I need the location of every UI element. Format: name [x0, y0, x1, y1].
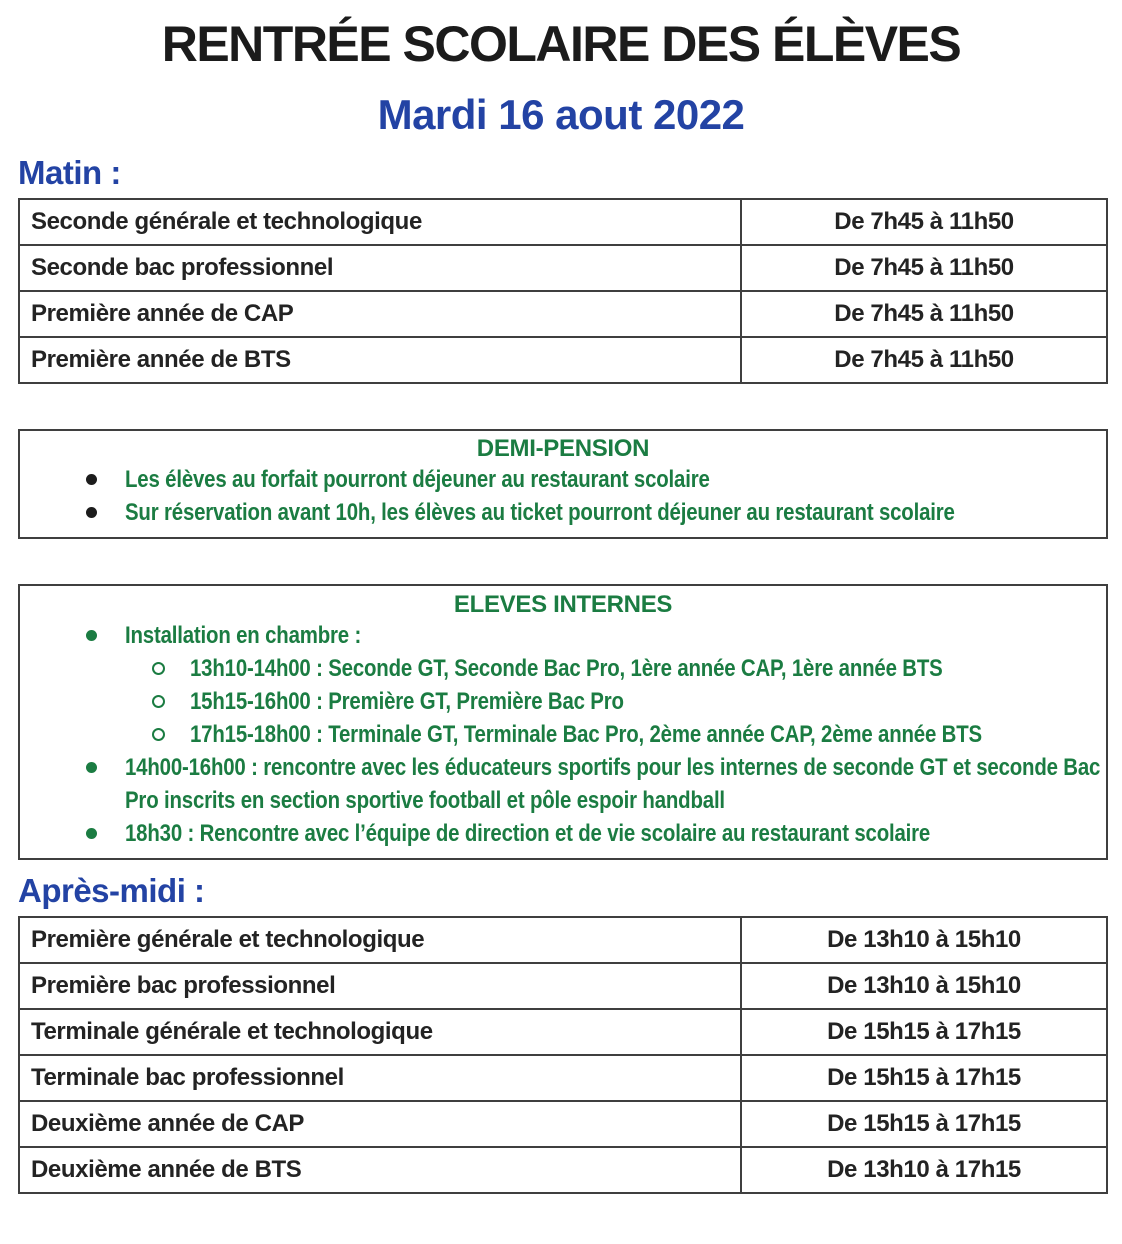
time-value: De 15h15 à 17h15	[741, 1101, 1107, 1147]
time-value: De 7h45 à 11h50	[741, 245, 1107, 291]
class-label: Terminale bac professionnel	[19, 1055, 741, 1101]
table-row	[19, 1101, 1107, 1147]
morning-table	[18, 198, 1108, 384]
table-row	[19, 963, 1107, 1009]
list-subitem	[20, 652, 1106, 685]
table-row	[19, 1055, 1107, 1101]
time-value: De 7h45 à 11h50	[741, 199, 1107, 245]
time-value: De 13h10 à 17h15	[741, 1147, 1107, 1193]
class-label: Première générale et technologique	[19, 917, 741, 963]
bullet-text: Sur réservation avant 10h, les élèves au ticket pourront déjeuner au restaurant scolaire	[125, 499, 955, 526]
list-item	[20, 496, 1106, 529]
eleves-internes-box	[18, 584, 1108, 860]
class-label: Deuxième année de CAP	[19, 1101, 741, 1147]
bullet-text: 15h15-16h00 : Première GT, Première Bac Pro	[190, 688, 624, 715]
time-value: De 15h15 à 17h15	[741, 1055, 1107, 1101]
time-value: De 7h45 à 11h50	[741, 291, 1107, 337]
afternoon-heading: Après-midi :	[18, 872, 205, 909]
bullet-text: 18h30 : Rencontre avec l’équipe de direction et de vie scolaire au restaurant scolaire	[125, 820, 931, 847]
bullet-text: 14h00-16h00 : rencontre avec les éducateurs sportifs pour les internes de seconde GT et seconde Bac Pro inscrits en section sportive football et pôle espoir handball	[125, 754, 1101, 814]
document-page	[0, 14, 1122, 1244]
list-subitem	[20, 718, 1106, 751]
list-item	[20, 817, 1106, 850]
filled-dot-icon	[86, 762, 97, 773]
class-label: Seconde bac professionnel	[19, 245, 741, 291]
class-label: Première année de BTS	[19, 337, 741, 383]
afternoon-table	[18, 916, 1108, 1194]
class-label: Seconde générale et technologique	[19, 199, 741, 245]
table-row	[19, 917, 1107, 963]
filled-dot-icon	[86, 507, 97, 518]
bullet-text: Installation en chambre :	[125, 622, 362, 649]
open-circle-icon	[152, 662, 165, 675]
bullet-text: Les élèves au forfait pourront déjeuner au restaurant scolaire	[125, 466, 710, 493]
class-label: Terminale générale et technologique	[19, 1009, 741, 1055]
list-item	[20, 619, 1106, 652]
time-value: De 13h10 à 15h10	[741, 963, 1107, 1009]
demi-pension-box	[18, 429, 1108, 539]
open-circle-icon	[152, 695, 165, 708]
page-title: RENTRÉE SCOLAIRE DES ÉLÈVES	[161, 16, 961, 72]
filled-dot-icon	[86, 474, 97, 485]
open-circle-icon	[152, 728, 165, 741]
table-row	[19, 291, 1107, 337]
table-row	[19, 245, 1107, 291]
table-row	[19, 1009, 1107, 1055]
list-subitem	[20, 685, 1106, 718]
page-subtitle: Mardi 16 aout 2022	[377, 91, 745, 138]
list-item	[20, 463, 1106, 496]
filled-dot-icon	[86, 630, 97, 641]
bullet-text: 13h10-14h00 : Seconde GT, Seconde Bac Pro, 1ère année CAP, 1ère année BTS	[190, 655, 943, 682]
table-row	[19, 337, 1107, 383]
time-value: De 7h45 à 11h50	[741, 337, 1107, 383]
filled-dot-icon	[86, 828, 97, 839]
class-label: Première bac professionnel	[19, 963, 741, 1009]
time-value: De 15h15 à 17h15	[741, 1009, 1107, 1055]
time-value: De 13h10 à 15h10	[741, 917, 1107, 963]
table-row	[19, 199, 1107, 245]
eleves-internes-heading: ELEVES INTERNES	[453, 591, 673, 618]
demi-pension-heading: DEMI-PENSION	[476, 435, 650, 462]
bullet-text: 17h15-18h00 : Terminale GT, Terminale Bac Pro, 2ème année CAP, 2ème année BTS	[190, 721, 982, 748]
morning-heading: Matin :	[18, 154, 121, 191]
list-item	[20, 751, 1106, 817]
table-row	[19, 1147, 1107, 1193]
class-label: Première année de CAP	[19, 291, 741, 337]
class-label: Deuxième année de BTS	[19, 1147, 741, 1193]
